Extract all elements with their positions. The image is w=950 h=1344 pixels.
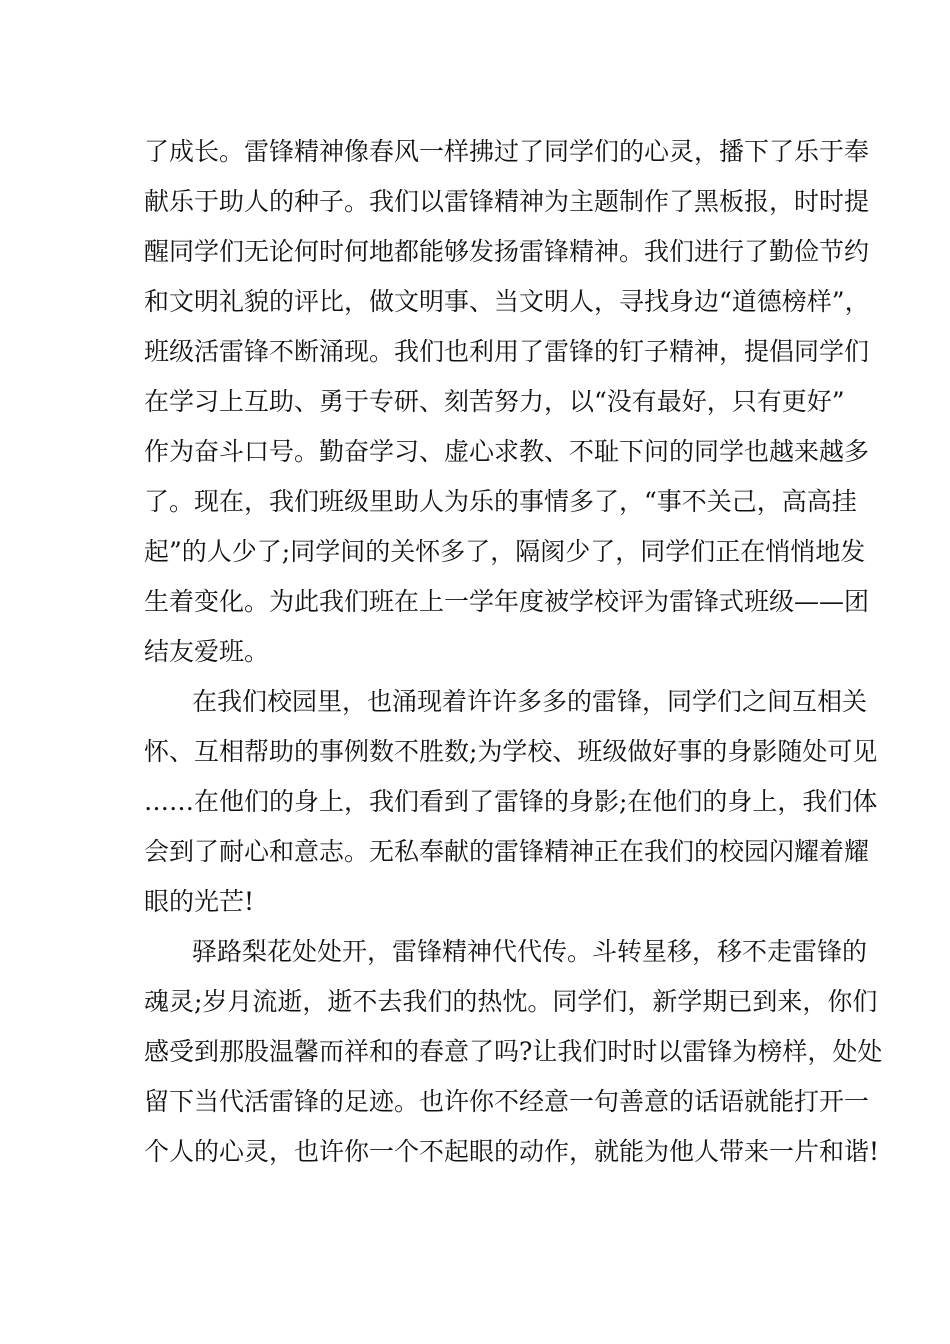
text-line: 留下当代活雷锋的足迹。也许你不经意一句善意的话语就能打开一: [144, 1087, 870, 1116]
text-line: 感受到那股温馨而祥和的春意了吗?让我们时时以雷锋为榜样，处处: [144, 1037, 883, 1066]
text-line: 结友爱班。: [144, 637, 270, 666]
text-line: 怀、互相帮助的事例数不胜数;为学校、班级做好事的身影随处可见: [144, 737, 878, 766]
text-line: 眼的光芒!: [144, 887, 255, 916]
text-line: 在学习上互助、勇于专研、刻苦努力，以“没有最好，只有更好”: [144, 387, 845, 416]
text-line: 了。现在，我们班级里助人为乐的事情多了，“事不关己，高高挂: [144, 487, 857, 516]
text-line: 会到了耐心和意志。无私奉献的雷锋精神正在我们的校园闪耀着耀: [144, 837, 870, 866]
paragraph-first-line: 在我们校园里，也涌现着许许多多的雷锋，同学们之间互相关: [192, 687, 868, 716]
text-line: 和文明礼貌的评比，做文明事、当文明人，寻找身边“道德榜样”，: [144, 287, 870, 316]
text-line: 起”的人少了;同学间的关怀多了，隔阂少了，同学们正在悄悄地发: [144, 537, 866, 566]
text-line: 作为奋斗口号。勤奋学习、虚心求教、不耻下问的同学也越来越多: [144, 437, 870, 466]
text-line: 个人的心灵，也许你一个不起眼的动作，就能为他人带来一片和谐!: [144, 1137, 880, 1166]
text-line: 魂灵;岁月流逝，逝不去我们的热忱。同学们，新学期已到来，你们: [144, 987, 878, 1016]
text-line: 生着变化。为此我们班在上一学年度被学校评为雷锋式班级——团: [144, 587, 870, 616]
text-line: 醒同学们无论何时何地都能够发扬雷锋精神。我们进行了勤俭节约: [144, 237, 870, 266]
text-line: 献乐于助人的种子。我们以雷锋精神为主题制作了黑板报，时时提: [144, 187, 870, 216]
text-line: 班级活雷锋不断涌现。我们也利用了雷锋的钉子精神，提倡同学们: [144, 337, 870, 366]
text-line: ……在他们的身上，我们看到了雷锋的身影;在他们的身上，我们体: [144, 787, 878, 816]
paragraph-first-line: 驿路梨花处处开，雷锋精神代代传。斗转星移，移不走雷锋的: [192, 937, 868, 966]
text-line: 了成长。雷锋精神像春风一样拂过了同学们的心灵，播下了乐于奉: [144, 137, 870, 166]
